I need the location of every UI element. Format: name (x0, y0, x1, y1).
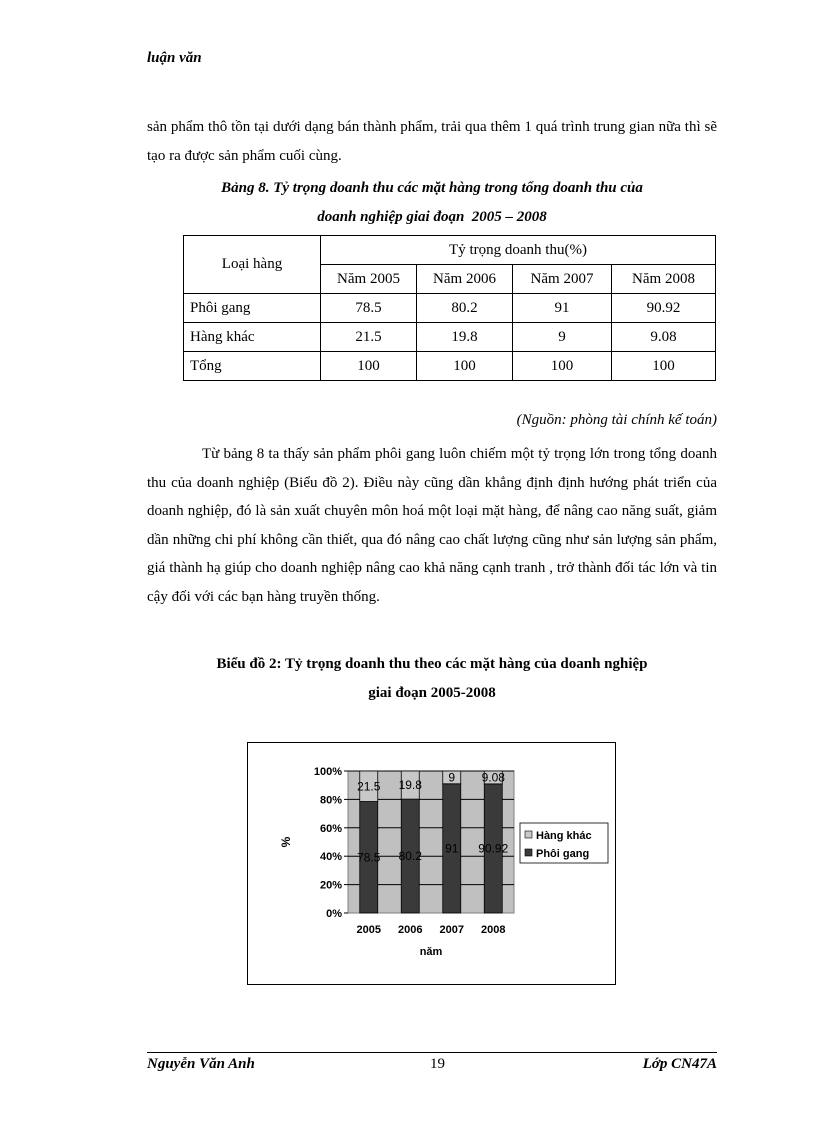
paragraph-analysis (147, 440, 717, 611)
chart-caption (147, 650, 717, 708)
row-label: Hàng khác (184, 323, 321, 352)
cell-value: 78.5 (321, 294, 417, 323)
y-tick-label: 60% (319, 822, 342, 835)
chart-caption-line2: giai đoạn 2005-2008 (368, 685, 496, 701)
chart-frame (247, 742, 616, 985)
table-row (184, 294, 716, 323)
table-caption-line1: Bảng 8. Tỷ trọng doanh thu các mặt hàng trong tổng doanh thu của (221, 180, 643, 196)
x-tick-label: 2008 (481, 924, 506, 936)
data-label: 9.08 (481, 770, 505, 785)
header-year: Năm 2005 (321, 265, 417, 294)
legend-swatch (525, 849, 532, 856)
y-tick-label: 100% (313, 766, 342, 778)
paragraph-intro: sản phẩm thô tồn tại dưới dạng bán thành phẩm, trải qua thêm 1 quá trình trung gian nữa thì sẽ tạo ra được sản phẩm cuối cùng. (147, 119, 717, 164)
legend-swatch (525, 831, 532, 838)
cell-value: 9.08 (612, 323, 716, 352)
cell-value: 90.92 (612, 294, 716, 323)
y-axis-label: % (279, 836, 293, 848)
table-row (184, 352, 716, 381)
cell-value: 9 (513, 323, 612, 352)
table-row (184, 323, 716, 352)
cell-value: 100 (417, 352, 513, 381)
cell-value: 21.5 (321, 323, 417, 352)
cell-value: 19.8 (417, 323, 513, 352)
legend-label: Phôi gang (536, 848, 590, 860)
cell-value: 100 (321, 352, 417, 381)
x-axis-label: năm (419, 946, 443, 958)
table-source: (Nguồn: phòng tài chính kế toán) (516, 412, 717, 428)
legend-label: Hàng khác (536, 830, 592, 842)
x-tick-label: 2007 (439, 924, 464, 936)
footer-author: Nguyễn Văn Anh (147, 1056, 255, 1072)
row-label: Tổng (184, 352, 321, 381)
header-item-type: Loại hàng (184, 236, 321, 294)
page-number: 19 (430, 1056, 445, 1072)
header-revenue-share: Tỷ trọng doanh thu(%) (321, 236, 716, 265)
cell-value: 80.2 (417, 294, 513, 323)
data-label: 90.92 (478, 841, 509, 856)
cell-value: 91 (513, 294, 612, 323)
data-label: 80.2 (398, 849, 422, 864)
data-label: 91 (445, 841, 459, 856)
cell-value: 100 (612, 352, 716, 381)
row-label: Phôi gang (184, 294, 321, 323)
header-year: Năm 2006 (417, 265, 513, 294)
y-tick-label: 80% (319, 794, 342, 807)
header-year: Năm 2007 (513, 265, 612, 294)
x-tick-label: 2006 (398, 924, 423, 936)
x-tick-label: 2005 (356, 924, 381, 936)
y-tick-label: 20% (319, 879, 342, 892)
revenue-share-table (183, 235, 716, 381)
data-label: 9 (448, 770, 456, 785)
header-year: Năm 2008 (612, 265, 716, 294)
footer-divider (147, 1052, 717, 1053)
y-tick-label: 40% (319, 851, 342, 864)
footer-class: Lớp CN47A (642, 1056, 717, 1072)
y-tick-label: 0% (326, 908, 342, 920)
data-label: 21.5 (357, 779, 381, 794)
table-caption (147, 174, 717, 232)
table-caption-line2: doanh nghiệp giai đoạn 2005 – 2008 (317, 209, 547, 225)
stacked-bar-chart (248, 743, 615, 984)
cell-value: 100 (513, 352, 612, 381)
chart-caption-line1: Biểu đồ 2: Tỷ trọng doanh thu theo các mặt hàng của doanh nghiệp (216, 656, 648, 672)
data-label: 19.8 (398, 778, 422, 793)
data-label: 78.5 (357, 850, 381, 865)
paragraph-analysis-text: Từ bảng 8 ta thấy sản phẩm phôi gang luôn chiếm một tỷ trọng lớn trong tổng doanh thu của doanh nghiệp (Biểu đồ 2). Điều này cũng dần khẳng định định hướng phát triển của doanh nghiệp, đó là sản xuất chuyên môn hoá một loại mặt hàng, để nâng cao năng suất, giảm dần những chi phí không cần thiết, qua đó nâng cao chất lượng cũng như sản lượng sản phẩm, giá thành hạ giúp cho doanh nghiệp nâng cao khả năng cạnh tranh , trở thành đối tác lớn và tin cậy đối với các bạn hàng truyền thống. (147, 446, 717, 605)
running-header: luận văn (147, 50, 202, 66)
